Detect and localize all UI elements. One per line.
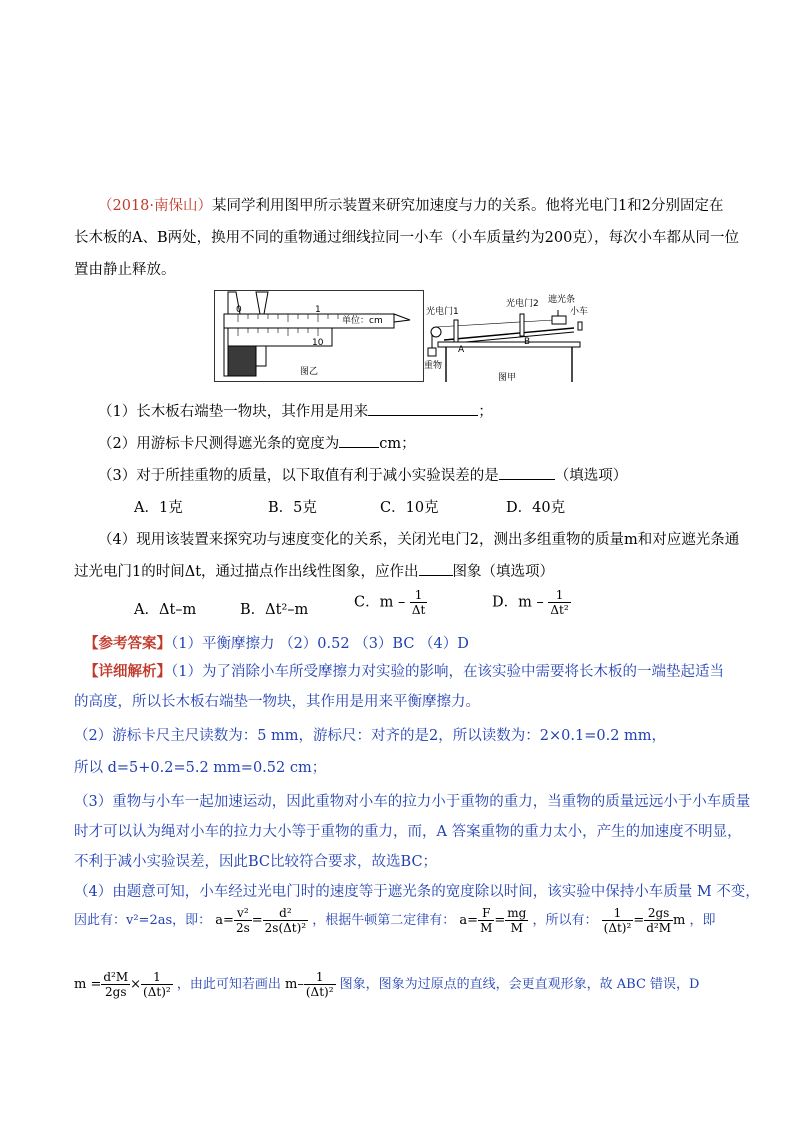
caliper-caption: 图乙 xyxy=(300,367,319,377)
analysis-p4-line3 xyxy=(74,970,699,999)
frac-num: 2gs xyxy=(647,906,670,920)
q4-option-d xyxy=(492,588,571,617)
question-source: （2018·南保山） xyxy=(98,198,213,214)
eq-equals: = xyxy=(494,913,506,928)
q3-text: （3）对于所挂重物的质量，以下取值有利于减小实验误差的是 xyxy=(98,468,499,484)
p4-text-l3c: 图象，图象为过原点的直线，会更直观形象，故 ABC 错误，D xyxy=(339,977,700,992)
frac-num: d²M xyxy=(103,970,129,984)
caliper-unit-label: 单位：cm xyxy=(342,316,383,326)
frac-den: Δt xyxy=(411,603,426,617)
eq-plot-expression xyxy=(285,970,336,999)
q4-text-a: 过光电门1的时间Δt，通过描点作出线性图象，应作出 xyxy=(74,564,419,580)
p4-text-l3b: ，由此可知若画出 xyxy=(176,977,281,992)
q1-text: （1）长木板右端垫一物块，其作用是用来 xyxy=(98,404,369,420)
intro-line-2: 长木板的A、B两处，换用不同的重物通过细线拉同一小车（小车质量约为200克），每次小车都从同一位 xyxy=(74,230,740,246)
eq-m-minus: m– xyxy=(285,977,304,992)
analysis-line-1 xyxy=(84,660,724,681)
eq-frac-1dt2c xyxy=(304,970,336,999)
answer-line xyxy=(84,632,469,653)
caliper-tick-1: 1 xyxy=(315,305,321,315)
analysis-p4-line1: （4）由题意可知，小车经过光电门时的速度等于遮光条的宽度除以时间，该实验中保持小车质量 M 不变， xyxy=(74,884,760,900)
eq-newton xyxy=(459,906,528,935)
eq-frac-fm xyxy=(478,906,494,935)
eq-times: × xyxy=(130,977,142,992)
answer-text: （1）平衡摩擦力 （2）0.52 （3）BC （4）D xyxy=(171,636,469,652)
q4-option-b: B．Δt²–m xyxy=(240,602,309,618)
frac-den: Δt² xyxy=(550,603,569,617)
q1-line xyxy=(98,400,493,421)
p4-text-c: ，所以有： xyxy=(532,913,598,928)
eq-frac-d2 xyxy=(263,906,308,935)
frac-den: (Δt)² xyxy=(143,985,171,999)
apparatus-caption: 图甲 xyxy=(498,373,517,383)
analysis-p3-line1: （3）重物与小车一起加速运动，因此重物对小车的拉力小于重物的重力，当重物的质量远远小于小车质量 xyxy=(74,794,751,810)
frac-num: 1 xyxy=(555,588,564,602)
q4-line-1: （4）现用该装置来探究功与速度变化的关系，关闭光电门2，测出多组重物的质量m和对应遮光条通 xyxy=(98,532,740,548)
q3-option-b: B．5克 xyxy=(268,500,317,516)
frac-num: 1 xyxy=(315,970,324,984)
eq-frac-1dt2 xyxy=(602,906,634,935)
frac-num: v² xyxy=(237,906,249,920)
frac-num: 1 xyxy=(153,970,161,984)
q4-option-c xyxy=(354,588,427,617)
gate2-label: 光电门2 xyxy=(506,299,539,309)
eq-m-equals: m = xyxy=(74,977,102,992)
caliper-tick-0: 0 xyxy=(236,305,242,315)
eq-accel-kinematic xyxy=(215,906,308,935)
point-a-label: A xyxy=(458,345,465,355)
q3-end: （填选项） xyxy=(554,468,628,484)
vernier-caliper-figure xyxy=(214,290,424,382)
intro-text-1: 某同学利用图甲所示装置来研究加速度与力的关系。他将光电门1和2分别固定在 xyxy=(212,198,724,214)
shade-label: 遮光条 xyxy=(548,295,576,305)
q4-option-a: A．Δt–m xyxy=(134,602,197,618)
q4-option-c-prefix: C． xyxy=(354,594,380,611)
frac-num: mg xyxy=(507,906,527,920)
p4-text-b: ，根据牛顿第二定律有： xyxy=(312,913,456,928)
analysis-p1-line2: 的高度，所以长木板右端垫一物块，其作用是用来平衡摩擦力。 xyxy=(74,694,480,710)
frac-den: 2s xyxy=(235,921,250,935)
intro-line-3: 置由静止释放。 xyxy=(74,262,176,278)
q4-option-d-fraction xyxy=(548,588,570,617)
q3-option-c: C．10克 xyxy=(380,500,439,516)
q2-line xyxy=(98,432,416,453)
eq-frac-2gs xyxy=(644,906,673,935)
frac-den: d²M xyxy=(646,921,671,935)
q3-blank xyxy=(499,465,555,480)
frac-den: (Δt)² xyxy=(305,985,334,999)
frac-den: M xyxy=(480,921,493,935)
frac-num: 1 xyxy=(414,588,423,602)
frac-den: 2s(Δt)² xyxy=(264,921,307,935)
apparatus-figure xyxy=(424,292,589,384)
frac-num: d² xyxy=(279,906,292,920)
caliper-tick-10: 10 xyxy=(312,338,324,348)
q4-line-2 xyxy=(74,560,554,581)
q4-text-b: 图象（填选项） xyxy=(452,564,555,580)
q2-text: （2）用游标卡尺测得遮光条的宽度为 xyxy=(98,436,340,452)
point-b-label: B xyxy=(524,337,531,347)
eq-m: m xyxy=(673,913,686,928)
analysis-p2-line2: 所以 d=5+0.2=5.2 mm=0.52 cm； xyxy=(74,760,327,776)
q4-option-d-prefix: D． xyxy=(492,594,519,611)
frac-den: 2gs xyxy=(101,984,130,999)
analysis-p2-line1: （2）游标卡尺主尺读数为：5 mm，游标尺：对齐的是2，所以读数为：2×0.1=0.2 mm， xyxy=(74,728,667,744)
q3-option-d: D．40克 xyxy=(506,500,566,516)
analysis-p1-line1: （1）为了消除小车所受摩擦力对实验的影响，在该实验中需要将长木板的一端垫起适当 xyxy=(171,664,724,680)
cart-label: 小车 xyxy=(570,307,589,317)
frac-den: (Δt)² xyxy=(603,921,632,935)
eq-equals: = xyxy=(633,913,645,928)
analysis-p4-line2 xyxy=(74,906,715,935)
q3-option-a: A．1克 xyxy=(134,500,183,516)
analysis-p3-line3: 不利于减小实验误差，因此BC比较符合要求，故选BC； xyxy=(74,854,438,870)
frac-den: M xyxy=(505,920,528,935)
eq-relation xyxy=(602,906,686,935)
q2-end: cm； xyxy=(379,436,416,452)
eq-equals: = xyxy=(251,913,263,928)
answer-tag: 【参考答案】 xyxy=(84,635,171,652)
gate1-label: 光电门1 xyxy=(426,307,459,317)
frac-num: 1 xyxy=(613,906,622,920)
eq-frac-d2M xyxy=(101,970,130,999)
eq-frac-1dt2b xyxy=(141,970,173,999)
q4-blank xyxy=(419,561,453,576)
p4-text-d: ，即 xyxy=(689,913,716,928)
eq-m-expression xyxy=(74,970,173,999)
intro-line-1 xyxy=(98,194,723,215)
q1-end: ； xyxy=(478,404,493,420)
eq-a: a= xyxy=(459,913,479,928)
analysis-tag: 【详细解析】 xyxy=(84,663,171,680)
frac-num: F xyxy=(482,906,491,920)
p4-text-a: 因此有：v²=2as，即： xyxy=(74,913,212,928)
q2-blank xyxy=(339,433,379,448)
q4-option-c-m: m – xyxy=(379,594,406,611)
q1-blank xyxy=(368,401,478,416)
eq-frac-mgm xyxy=(505,906,528,935)
q4-option-d-m: m – xyxy=(518,594,544,611)
eq-frac-v2 xyxy=(234,906,252,935)
analysis-p3-line2: 时才可以认为绳对小车的拉力大小等于重物的重力，而，A 答案重物的重力太小，产生的加速度不明显， xyxy=(74,824,742,840)
eq-a: a= xyxy=(215,913,234,928)
q4-option-c-fraction xyxy=(410,588,428,617)
q3-line xyxy=(98,464,627,485)
weight-label: 重物 xyxy=(424,361,443,371)
